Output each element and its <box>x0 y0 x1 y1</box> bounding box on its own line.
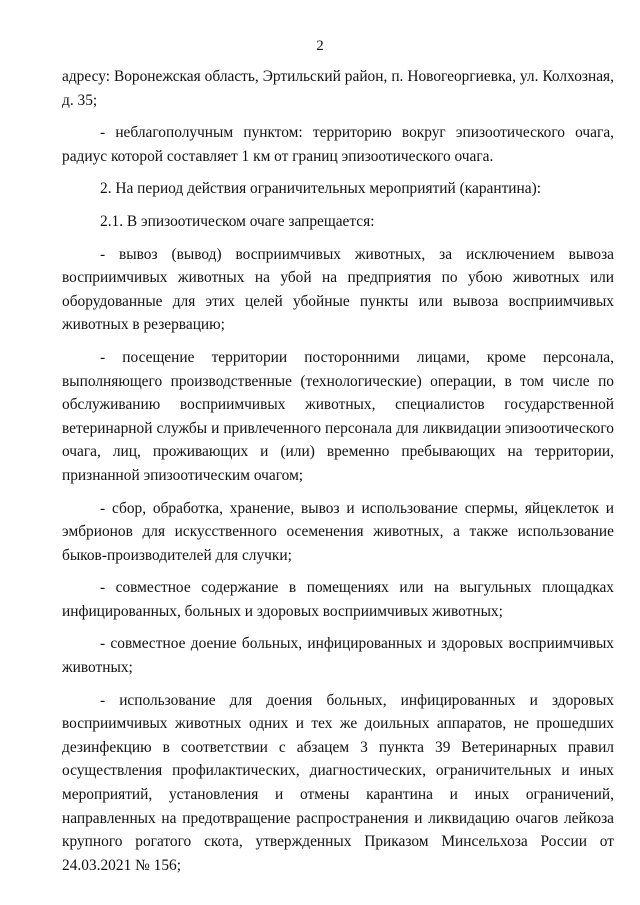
paragraph-unfavorable-point: - неблагополучным пунктом: территорию вокруг эпизоотического очага, радиус которой составляет 1 км от границ эпизоотического очага. <box>62 124 614 165</box>
paragraph-milking-equipment-prohibition: - использование для доения больных, инфицированных и здоровых восприимчивых животных одних и тех же доильных аппаратов, не прошедших дезинфекцию в соответствии с абзацем 3 пункта 39 Ветеринарных правил осуществления профилактических, диагностических, ограничительных и иных мероприятий, установления и отмены карантина и иных ограничений, направленных на предотвращение распространения и ликвидацию очагов лейкоза крупного рогатого скота, утвержденных Приказом Минсельхоза России от 24.03.2021 № 156; <box>62 691 614 874</box>
paragraph-joint-milking-prohibition: - совместное доение больных, инфицированных и здоровых восприимчивых животных; <box>62 635 614 677</box>
paragraph-address: адресу: Воронежская область, Эртильский район, п. Новогеоргиевка, ул. Колхозная, д. 35; <box>62 68 614 109</box>
paragraph-joint-keeping-prohibition: - совместное содержание в помещениях или на выгульных площадках инфицированных, больных и здоровых восприимчивых животных; <box>62 579 614 620</box>
paragraph-visit-prohibition: - посещение территории посторонними лицами, кроме персонала, выполняющего производственные (технологические) операции, в том числе по обслуживанию восприимчивых животных, специалистов государственной ветеринарной службы и привлеченного персонала для ликвидации эпизоотического очага, лиц, проживающих и (или) временно пребывающих на территории, признанной эпизоотическим очагом; <box>62 348 614 484</box>
page-number: 2 <box>316 38 324 54</box>
document-body <box>62 65 614 877</box>
paragraph-prohibitions-heading: 2.1. В эпизоотическом очаге запрещается: <box>100 212 375 230</box>
paragraph-quarantine-period: 2. На период действия ограничительных мероприятий (карантина): <box>100 180 542 198</box>
paragraph-export-prohibition: - вывоз (вывод) восприимчивых животных, за исключением вывоза восприимчивых животных на убой на предприятия по убою животных или оборудованные для этих целей убойные пункты или вывоза восприимчивых животных в резервацию; <box>62 245 614 334</box>
paragraph-semen-prohibition: - сбор, обработка, хранение, вывоз и использование спермы, яйцеклеток и эмбрионов для искусственного осеменения животных, а также использование быков-производителей для случки; <box>62 499 614 564</box>
